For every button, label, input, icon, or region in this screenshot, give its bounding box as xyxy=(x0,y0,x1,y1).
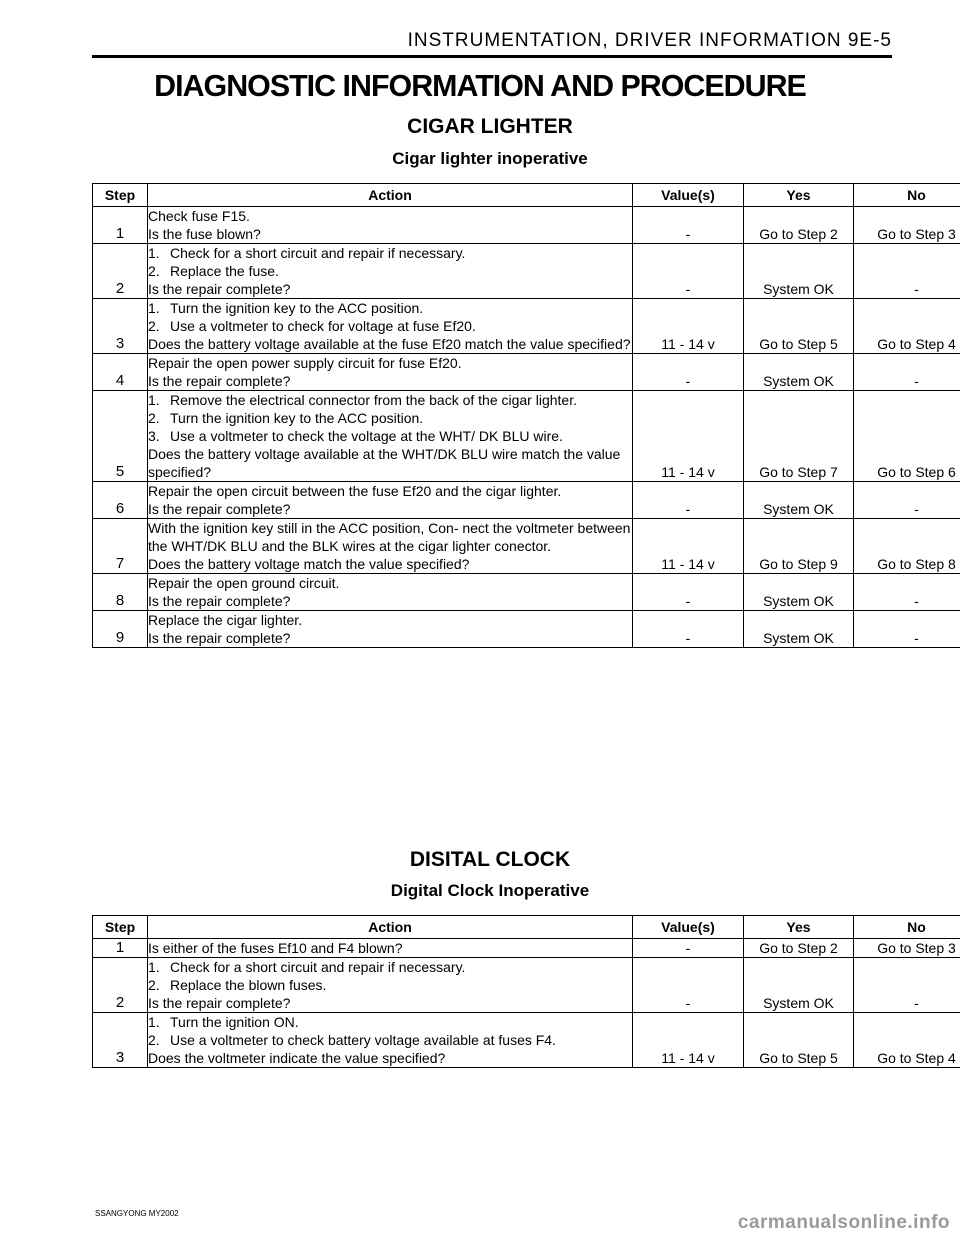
col-header-action: Action xyxy=(148,184,633,207)
action-step-text: With the ignition key still in the ACC position, Con- nect the voltmeter between the WHT/DK BLU and the BLK wires at the cigar lighter conector. xyxy=(148,520,631,554)
action-step-text: Use a voltmeter to check the voltage at the WHT/ DK BLU wire. xyxy=(170,428,563,444)
action-step-text: Replace the fuse. xyxy=(170,263,279,279)
action-step-text: Is the repair complete? xyxy=(148,501,291,517)
col-header-yes: Yes xyxy=(744,916,854,939)
action-step-text: Repair the open power supply circuit for fuse Ef20. xyxy=(148,355,462,371)
action-step-text: Turn the ignition key to the ACC position. xyxy=(170,300,424,316)
action-numbered-step xyxy=(148,427,632,445)
yes-cell: System OK xyxy=(744,958,854,1013)
section-subtitle-digital-clock: Digital Clock Inoperative xyxy=(390,881,590,900)
footer-watermark: carmanualsonline.info xyxy=(737,1212,950,1233)
action-numbered-step xyxy=(148,1031,632,1049)
yes-cell: System OK xyxy=(744,611,854,648)
yes-cell: Go to Step 7 xyxy=(744,391,854,482)
action-cell xyxy=(148,244,633,299)
action-step-number: 1. xyxy=(148,959,160,975)
table-row xyxy=(93,207,960,244)
main-title: DIAGNOSTIC INFORMATION AND PROCEDURE xyxy=(154,68,806,103)
step-number: 7 xyxy=(93,519,148,574)
step-number: 3 xyxy=(93,299,148,354)
table-header-row xyxy=(93,916,960,939)
action-numbered-step xyxy=(148,976,632,994)
action-numbered-step xyxy=(148,409,632,427)
value-cell: - xyxy=(633,354,744,391)
action-step-text: Is either of the fuses Ef10 and F4 blown? xyxy=(148,940,403,956)
action-step-number: 2. xyxy=(148,318,160,334)
action-text xyxy=(148,555,632,573)
action-text xyxy=(148,629,632,647)
no-cell: Go to Step 8 xyxy=(854,519,960,574)
action-step-number: 2. xyxy=(148,263,160,279)
table-row xyxy=(93,354,960,391)
action-text xyxy=(148,611,632,629)
no-cell: Go to Step 6 xyxy=(854,391,960,482)
no-cell: Go to Step 4 xyxy=(854,299,960,354)
step-number: 1 xyxy=(93,207,148,244)
action-step-number: 2. xyxy=(148,977,160,993)
yes-cell: System OK xyxy=(744,482,854,519)
value-cell: - xyxy=(633,939,744,958)
action-step-text: Remove the electrical connector from the back of the cigar lighter. xyxy=(170,392,577,408)
table-row xyxy=(93,519,960,574)
section-subtitle-cigar-lighter: Cigar lighter inoperative xyxy=(392,149,588,168)
action-text xyxy=(148,207,632,225)
action-step-text: Check for a short circuit and repair if necessary. xyxy=(170,959,466,975)
action-text xyxy=(148,354,632,372)
action-step-text: Check for a short circuit and repair if necessary. xyxy=(170,245,466,261)
action-step-text: Replace the cigar lighter. xyxy=(148,612,303,628)
section-title-cigar-lighter: CIGAR LIGHTER xyxy=(407,115,573,138)
no-cell: - xyxy=(854,244,960,299)
table-row xyxy=(93,1013,960,1068)
col-header-step: Step xyxy=(93,184,148,207)
no-cell: - xyxy=(854,611,960,648)
value-cell: 11 - 14 v xyxy=(633,391,744,482)
action-step-number: 1. xyxy=(148,245,160,261)
action-step-text: Is the repair complete? xyxy=(148,281,291,297)
action-text xyxy=(148,225,632,243)
yes-cell: System OK xyxy=(744,574,854,611)
value-cell: - xyxy=(633,207,744,244)
action-numbered-step xyxy=(148,262,632,280)
action-numbered-step xyxy=(148,244,632,262)
action-text xyxy=(148,372,632,390)
col-header-no: No xyxy=(854,916,960,939)
action-step-number: 1. xyxy=(148,392,160,408)
action-step-text: Repair the open ground circuit. xyxy=(148,575,340,591)
section-title-digital-clock: DISITAL CLOCK xyxy=(409,848,571,871)
action-text xyxy=(148,500,632,518)
action-numbered-step xyxy=(148,958,632,976)
table-header-row xyxy=(93,184,960,207)
no-cell: Go to Step 3 xyxy=(854,207,960,244)
value-cell: - xyxy=(633,958,744,1013)
action-cell xyxy=(148,207,633,244)
action-text xyxy=(148,939,632,957)
no-cell: Go to Step 4 xyxy=(854,1013,960,1068)
action-step-number: 2. xyxy=(148,410,160,426)
action-text xyxy=(148,445,632,481)
table-row xyxy=(93,299,960,354)
yes-cell: System OK xyxy=(744,244,854,299)
col-header-action: Action xyxy=(148,916,633,939)
step-number: 6 xyxy=(93,482,148,519)
action-numbered-step xyxy=(148,391,632,409)
action-cell xyxy=(148,354,633,391)
value-cell: - xyxy=(633,611,744,648)
table-row xyxy=(93,391,960,482)
table-row xyxy=(93,611,960,648)
value-cell: 11 - 14 v xyxy=(633,519,744,574)
action-step-text: Does the voltmeter indicate the value specified? xyxy=(148,1050,446,1066)
step-number: 1 xyxy=(93,939,148,958)
action-step-text: Use a voltmeter to check battery voltage available at fuses F4. xyxy=(170,1032,556,1048)
value-cell: - xyxy=(633,574,744,611)
action-step-text: Is the repair complete? xyxy=(148,373,291,389)
action-cell xyxy=(148,574,633,611)
table-row xyxy=(93,574,960,611)
action-cell xyxy=(148,958,633,1013)
action-text xyxy=(148,994,632,1012)
action-cell xyxy=(148,299,633,354)
col-header-value: Value(s) xyxy=(633,916,744,939)
step-number: 8 xyxy=(93,574,148,611)
action-step-text: Does the battery voltage match the value specified? xyxy=(148,556,470,572)
action-step-text: Is the fuse blown? xyxy=(148,226,261,242)
value-cell: 11 - 14 v xyxy=(633,1013,744,1068)
no-cell: - xyxy=(854,574,960,611)
table-row xyxy=(93,958,960,1013)
yes-cell: Go to Step 5 xyxy=(744,1013,854,1068)
value-cell: - xyxy=(633,482,744,519)
action-step-number: 1. xyxy=(148,300,160,316)
col-header-step: Step xyxy=(93,916,148,939)
action-text xyxy=(148,592,632,610)
step-number: 9 xyxy=(93,611,148,648)
action-step-text: Check fuse F15. xyxy=(148,208,250,224)
action-step-text: Is the repair complete? xyxy=(148,630,291,646)
action-step-text: Turn the ignition key to the ACC position. xyxy=(170,410,424,426)
action-step-text: Is the repair complete? xyxy=(148,995,291,1011)
footer-model-label: SSANGYONG MY2002 xyxy=(95,1209,179,1218)
action-step-text: Does the battery voltage available at the WHT/DK BLU wire match the value specified? xyxy=(148,446,621,480)
step-number: 4 xyxy=(93,354,148,391)
action-step-text: Does the battery voltage available at the fuse Ef20 match the value specified? xyxy=(148,336,631,352)
action-step-text: Turn the ignition ON. xyxy=(170,1014,299,1030)
action-cell xyxy=(148,939,633,958)
action-step-text: Replace the blown fuses. xyxy=(170,977,327,993)
table-row xyxy=(93,482,960,519)
action-cell xyxy=(148,482,633,519)
action-step-text: Use a voltmeter to check for voltage at fuse Ef20. xyxy=(170,318,476,334)
action-cell xyxy=(148,611,633,648)
action-numbered-step xyxy=(148,317,632,335)
action-step-number: 1. xyxy=(148,1014,160,1030)
col-header-value: Value(s) xyxy=(633,184,744,207)
cigar-lighter-table xyxy=(92,183,960,648)
value-cell: 11 - 14 v xyxy=(633,299,744,354)
action-text xyxy=(148,519,632,555)
action-text xyxy=(148,335,632,353)
no-cell: Go to Step 3 xyxy=(854,939,960,958)
header-rule xyxy=(92,55,892,58)
no-cell: - xyxy=(854,354,960,391)
action-step-number: 2. xyxy=(148,1032,160,1048)
table-row xyxy=(93,939,960,958)
yes-cell: Go to Step 9 xyxy=(744,519,854,574)
no-cell: - xyxy=(854,482,960,519)
yes-cell: Go to Step 5 xyxy=(744,299,854,354)
action-numbered-step xyxy=(148,299,632,317)
action-numbered-step xyxy=(148,1013,632,1031)
action-text xyxy=(148,280,632,298)
action-text xyxy=(148,574,632,592)
yes-cell: Go to Step 2 xyxy=(744,939,854,958)
step-number: 5 xyxy=(93,391,148,482)
action-text xyxy=(148,482,632,500)
step-number: 2 xyxy=(93,958,148,1013)
value-cell: - xyxy=(633,244,744,299)
step-number: 2 xyxy=(93,244,148,299)
action-cell xyxy=(148,391,633,482)
digital-clock-table xyxy=(92,915,960,1068)
action-step-number: 3. xyxy=(148,428,160,444)
col-header-no: No xyxy=(854,184,960,207)
action-cell xyxy=(148,1013,633,1068)
action-cell xyxy=(148,519,633,574)
action-step-text: Repair the open circuit between the fuse Ef20 and the cigar lighter. xyxy=(148,483,562,499)
col-header-yes: Yes xyxy=(744,184,854,207)
page-header-title: INSTRUMENTATION, DRIVER INFORMATION 9E-5 xyxy=(407,30,892,51)
yes-cell: Go to Step 2 xyxy=(744,207,854,244)
table-row xyxy=(93,244,960,299)
action-step-text: Is the repair complete? xyxy=(148,593,291,609)
no-cell: - xyxy=(854,958,960,1013)
action-text xyxy=(148,1049,632,1067)
step-number: 3 xyxy=(93,1013,148,1068)
yes-cell: System OK xyxy=(744,354,854,391)
